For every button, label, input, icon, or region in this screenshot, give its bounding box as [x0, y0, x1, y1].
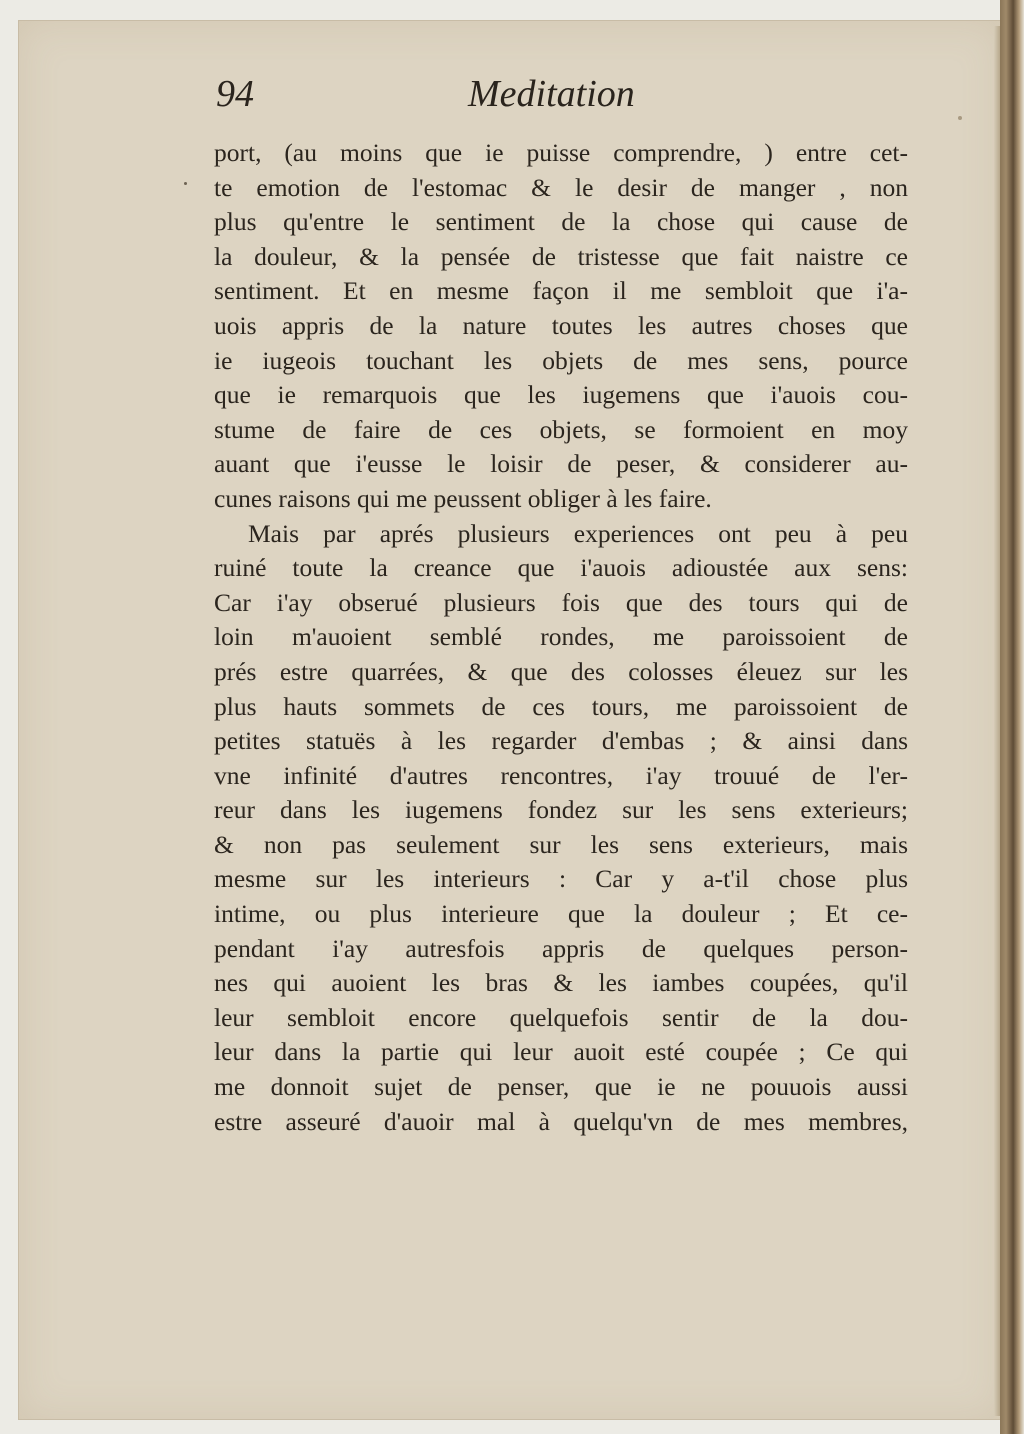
text-line: mesme sur les interieurs : Car y a-t'il chose plus	[214, 864, 908, 894]
text-line: sentiment. Et en mesme façon il me sembloit que i'a-	[214, 276, 908, 306]
text-line: estre asseuré d'auoir mal à quelqu'vn de mes membres,	[214, 1106, 908, 1136]
text-line: reur dans les iugemens fondez sur les sens exterieurs;	[214, 795, 908, 825]
text-line: intime, ou plus interieure que la douleur ; Et ce-	[214, 899, 908, 929]
text-line: & non pas seulement sur les sens exterieurs, mais	[214, 829, 908, 859]
text-line: petites statuës à les regarder d'embas ; & ainsi dans	[214, 726, 908, 756]
text-line: te emotion de l'estomac & le desir de manger , non	[214, 172, 908, 202]
book-binding	[1000, 0, 1024, 1434]
text-line: uois appris de la nature toutes les autres choses que	[214, 310, 908, 340]
text-line: port, (au moins que ie puisse comprendre, ) entre cet-	[214, 138, 908, 167]
text-line: prés estre quarrées, & que des colosses éleuez sur les	[214, 656, 908, 686]
running-title: Meditation	[468, 73, 635, 115]
text-line: leur dans la partie qui leur auoit esté coupée ; Ce qui	[214, 1037, 908, 1067]
body-text	[214, 136, 908, 1139]
text-line: la douleur, & la pensée de tristesse que fait naistre ce	[214, 241, 908, 271]
text-line: auant que i'eusse le loisir de peser, & considerer au-	[214, 449, 908, 479]
page-number: 94	[216, 73, 254, 115]
text-line: vne infinité d'autres rencontres, i'ay trouué de l'er-	[214, 760, 908, 790]
text-line: ruiné toute la creance que i'auois adioustée aux sens:	[214, 553, 908, 583]
text-line: stume de faire de ces objets, se formoient en moy	[214, 414, 908, 444]
text-line: loin m'auoient semblé rondes, me paroissoient de	[214, 622, 908, 652]
text-line: me donnoit sujet de penser, que ie ne pouuois aussi	[214, 1072, 908, 1102]
text-line: nes qui auoient les bras & les iambes coupées, qu'il	[214, 968, 908, 998]
text-line: Car i'ay obserué plusieurs fois que des tours qui de	[214, 587, 908, 617]
page-header	[0, 72, 1024, 122]
text-line: que ie remarquois que les iugemens que i'auois cou-	[214, 380, 908, 410]
text-line: pendant i'ay autresfois appris de quelques person-	[214, 933, 908, 963]
ink-speck	[184, 182, 187, 185]
text-line: plus qu'entre le sentiment de la chose qui cause de	[214, 207, 908, 237]
text-line: ie iugeois touchant les objets de mes sens, pource	[214, 345, 908, 375]
text-line: leur sembloit encore quelquefois sentir de la dou-	[214, 1002, 908, 1032]
text-line: cunes raisons qui me peussent obliger à les faire.	[214, 483, 712, 513]
text-line: plus hauts sommets de ces tours, me paroissoient de	[214, 691, 908, 721]
paragraph-start-line: Mais par aprés plusieurs experiences ont peu à peu	[248, 518, 908, 548]
